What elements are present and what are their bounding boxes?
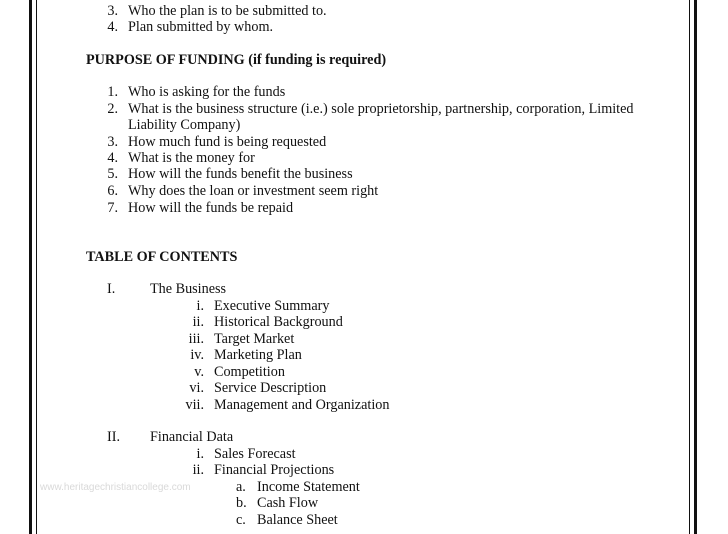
right-border-outer: [694, 0, 697, 534]
list-number: 2.: [107, 101, 118, 117]
toc-item-text: Management and Organization: [214, 397, 390, 413]
toc-section-number: II.: [107, 429, 120, 445]
toc-item-text: Target Market: [214, 331, 295, 347]
list-number: 1.: [107, 84, 118, 100]
list-number: 3.: [107, 3, 118, 19]
toc-item-text: Competition: [214, 364, 285, 380]
watermark-text: www.heritagechristiancollege.com: [40, 482, 191, 493]
toc-item-text: Marketing Plan: [214, 347, 302, 363]
list-number: 4.: [107, 19, 118, 35]
toc-item-number: vii.: [185, 397, 204, 413]
list-number: 4.: [107, 150, 118, 166]
list-number: 3.: [107, 134, 118, 150]
toc-section-number: I.: [107, 281, 116, 297]
right-border-inner: [689, 0, 690, 534]
list-text: Who the plan is to be submitted to.: [128, 3, 327, 19]
list-text: Plan submitted by whom.: [128, 19, 274, 35]
list-text: What is the money for: [128, 150, 255, 166]
left-border-inner: [36, 0, 37, 534]
toc-subitem-letter: b.: [236, 495, 247, 511]
toc-section-title: Financial Data: [150, 429, 234, 445]
toc-item-text: Financial Projections: [214, 462, 335, 478]
toc-item-number: v.: [194, 364, 204, 380]
toc-item-number: i.: [196, 446, 204, 462]
list-text: Why does the loan or investment seem right: [128, 183, 379, 199]
left-border-outer: [29, 0, 32, 534]
list-text: Who is asking for the funds: [128, 84, 286, 100]
toc-section-title: The Business: [150, 281, 227, 297]
list-text: Liability Company): [128, 117, 241, 133]
toc-item-number: ii.: [192, 314, 204, 330]
list-number: 7.: [107, 200, 118, 216]
list-text: What is the business structure (i.e.) sole proprietorship, partnership, corporation, Limited: [128, 101, 634, 117]
list-text: How will the funds be repaid: [128, 200, 294, 216]
toc-item-text: Historical Background: [214, 314, 343, 330]
toc-item-number: iv.: [190, 347, 204, 363]
toc-item-number: vi.: [189, 380, 204, 396]
document-page: [40, 0, 688, 534]
toc-item-number: iii.: [188, 331, 204, 347]
toc-heading: TABLE OF CONTENTS: [86, 249, 238, 265]
toc-item-number: ii.: [192, 462, 204, 478]
list-number: 6.: [107, 183, 118, 199]
toc-subitem-text: Balance Sheet: [257, 512, 338, 528]
toc-subitem-letter: c.: [236, 512, 246, 528]
toc-item-text: Service Description: [214, 380, 327, 396]
toc-subitem-letter: a.: [236, 479, 246, 495]
toc-item-text: Executive Summary: [214, 298, 330, 314]
toc-item-text: Sales Forecast: [214, 446, 296, 462]
funding-heading: PURPOSE OF FUNDING (if funding is required): [86, 52, 387, 68]
list-text: How will the funds benefit the business: [128, 166, 353, 182]
toc-subitem-text: Cash Flow: [257, 495, 319, 511]
toc-subitem-text: Income Statement: [257, 479, 360, 495]
list-number: 5.: [107, 166, 118, 182]
list-text: How much fund is being requested: [128, 134, 327, 150]
toc-item-number: i.: [196, 298, 204, 314]
